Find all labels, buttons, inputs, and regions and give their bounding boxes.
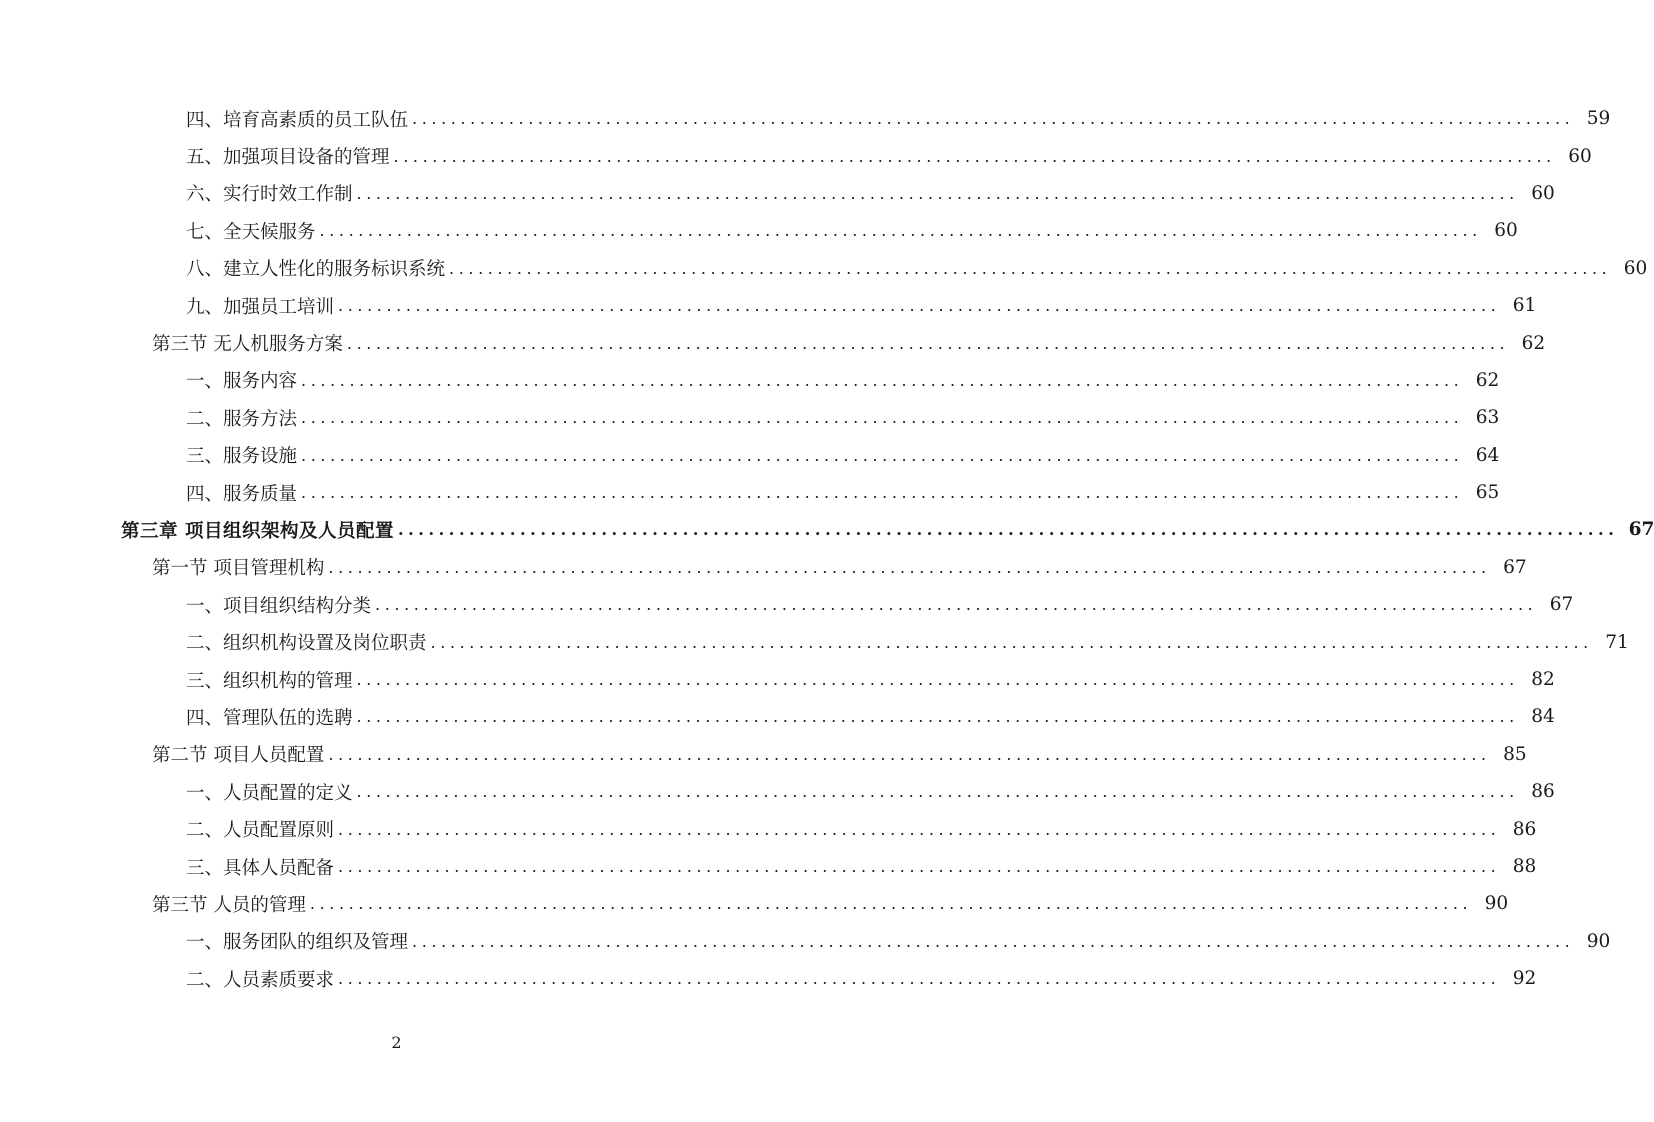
toc-entry-title: 一、服务内容 (186, 371, 298, 393)
toc-entry-title: 一、人员配置的定义 (186, 782, 353, 804)
toc-entry-page: 92 (1512, 968, 1537, 990)
toc-dot-leader: ........................................................................................................................ (356, 183, 1519, 203)
toc-dot-leader: ........................................................................................................................ (346, 333, 1510, 353)
toc-section-entry[interactable] (0, 549, 1527, 586)
toc-entry-title: 第三节 无人机服务方案 (152, 334, 343, 356)
toc-entry-page: 86 (1531, 781, 1555, 803)
toc-entry-title: 三、具体人员配备 (186, 857, 335, 879)
toc-entry-page: 60 (1623, 257, 1648, 279)
toc-dot-leader: ........................................................................................................................ (356, 707, 1519, 727)
toc-entry-title: 二、组织机构设置及岗位职责 (186, 633, 427, 655)
toc-entry-title: 第三章 项目组织架构及人员配置 (121, 520, 394, 542)
toc-dot-leader: ........................................................................................................................ (301, 370, 1464, 390)
toc-dot-leader: ........................................................................................................................ (301, 445, 1464, 465)
toc-dot-leader: ........................................................................................................................ (319, 221, 1482, 241)
toc-subsection-entry[interactable] (0, 698, 1555, 735)
toc-entry-page: 82 (1531, 669, 1555, 691)
toc-dot-leader: ........................................................................................................................ (338, 819, 1501, 839)
toc-subsection-entry[interactable] (0, 810, 1537, 847)
toc-entry-title: 二、人员素质要求 (186, 969, 335, 991)
toc-dot-leader: ........................................................................................................................ (328, 744, 1491, 764)
toc-entry-title: 一、项目组织结构分类 (186, 595, 372, 617)
toc-subsection-entry[interactable] (0, 661, 1555, 698)
toc-subsection-entry[interactable] (0, 437, 1500, 474)
toc-subsection-entry[interactable] (0, 137, 1592, 174)
toc-entry-title: 四、培育高素质的员工队伍 (186, 109, 409, 131)
toc-entry-page: 67 (1628, 519, 1654, 541)
toc-entry-title: 七、全天候服务 (186, 221, 316, 243)
toc-dot-leader: ........................................................................................................................ (356, 670, 1519, 690)
toc-entry-page: 60 (1494, 220, 1518, 242)
toc-subsection-entry[interactable] (0, 848, 1537, 885)
toc-dot-leader: ........................................................................................................................ (430, 632, 1593, 652)
toc-entry-page: 86 (1512, 818, 1537, 840)
toc-section-entry[interactable] (0, 736, 1527, 773)
toc-entry-title: 三、服务设施 (186, 446, 298, 468)
toc-entry-title: 一、服务团队的组织及管理 (186, 932, 409, 954)
toc-dot-leader: ........................................................................................................................ (412, 931, 1575, 951)
toc-dot-leader: ........................................................................................................................ (375, 595, 1538, 615)
toc-entry-title: 九、加强员工培训 (186, 296, 335, 318)
toc-dot-leader: ........................................................................................................................ (449, 258, 1612, 278)
toc-entry-page: 62 (1521, 332, 1546, 354)
toc-entry-page: 64 (1475, 444, 1500, 466)
toc-entry-page: 61 (1512, 295, 1537, 317)
toc-entry-title: 第一节 项目管理机构 (152, 558, 325, 580)
toc-entry-title: 第三节 人员的管理 (152, 894, 306, 916)
toc-entry-page: 63 (1475, 407, 1500, 429)
toc-entry-page: 60 (1568, 145, 1592, 167)
toc-entry-title: 二、服务方法 (186, 408, 298, 430)
toc-dot-leader: ........................................................................................................................ (328, 557, 1491, 577)
toc-subsection-entry[interactable] (0, 623, 1629, 660)
toc-subsection-entry[interactable] (0, 923, 1611, 960)
toc-entry-title: 四、服务质量 (186, 483, 298, 505)
toc-subsection-entry[interactable] (0, 773, 1555, 810)
toc-dot-leader: ........................................................................................................................ (397, 520, 1619, 540)
toc-subsection-entry[interactable] (0, 399, 1500, 436)
toc-entry-page: 65 (1475, 482, 1500, 504)
toc-dot-leader: ........................................................................................................................ (393, 146, 1556, 166)
toc-subsection-entry[interactable] (0, 960, 1537, 997)
toc-entry-page: 88 (1512, 856, 1537, 877)
toc-entry-page: 84 (1531, 706, 1555, 728)
toc-entry-title: 二、人员配置原则 (186, 820, 335, 842)
toc-entry-title: 五、加强项目设备的管理 (186, 147, 390, 169)
toc-entry-page: 59 (1586, 108, 1611, 130)
toc-dot-leader: ........................................................................................................................ (356, 782, 1519, 802)
toc-entry-title: 四、管理队伍的选聘 (186, 707, 353, 729)
toc-entry-title: 八、建立人性化的服务标识系统 (186, 259, 446, 281)
toc-dot-leader: ........................................................................................................................ (338, 857, 1501, 876)
toc-entry-page: 60 (1531, 182, 1555, 204)
toc-section-entry[interactable] (0, 324, 1546, 361)
toc-entry-page: 62 (1475, 369, 1500, 391)
toc-entry-page: 85 (1503, 743, 1527, 765)
toc-subsection-entry[interactable] (0, 100, 1611, 137)
toc-subsection-entry[interactable] (0, 287, 1537, 324)
toc-dot-leader: ........................................................................................................................ (338, 969, 1501, 989)
toc-dot-leader: ........................................................................................................................ (301, 483, 1464, 503)
toc-subsection-entry[interactable] (0, 250, 1648, 287)
toc-dot-leader: ........................................................................................................................ (301, 408, 1464, 428)
page-number: 2 (391, 1033, 402, 1052)
toc-chapter-entry[interactable] (0, 511, 1654, 548)
toc-subsection-entry[interactable] (0, 586, 1574, 623)
toc-entry-page: 67 (1549, 594, 1574, 616)
toc-dot-leader: ........................................................................................................................ (412, 109, 1575, 129)
toc-entry-title: 三、组织机构的管理 (186, 670, 353, 692)
toc-entry-page: 90 (1586, 930, 1611, 952)
toc-dot-leader: ........................................................................................................................ (338, 296, 1501, 316)
toc-subsection-entry[interactable] (0, 474, 1500, 511)
toc-subsection-entry[interactable] (0, 212, 1518, 249)
toc-entry-page: 67 (1503, 556, 1527, 578)
table-of-contents (0, 100, 1654, 997)
toc-section-entry[interactable] (0, 885, 1509, 922)
toc-subsection-entry[interactable] (0, 175, 1555, 212)
toc-dot-leader: ........................................................................................................................ (309, 894, 1473, 914)
toc-entry-page: 90 (1484, 893, 1509, 915)
toc-entry-title: 第二节 项目人员配置 (152, 745, 325, 767)
toc-entry-title: 六、实行时效工作制 (186, 184, 353, 206)
toc-entry-page: 71 (1605, 631, 1629, 653)
toc-subsection-entry[interactable] (0, 362, 1500, 399)
